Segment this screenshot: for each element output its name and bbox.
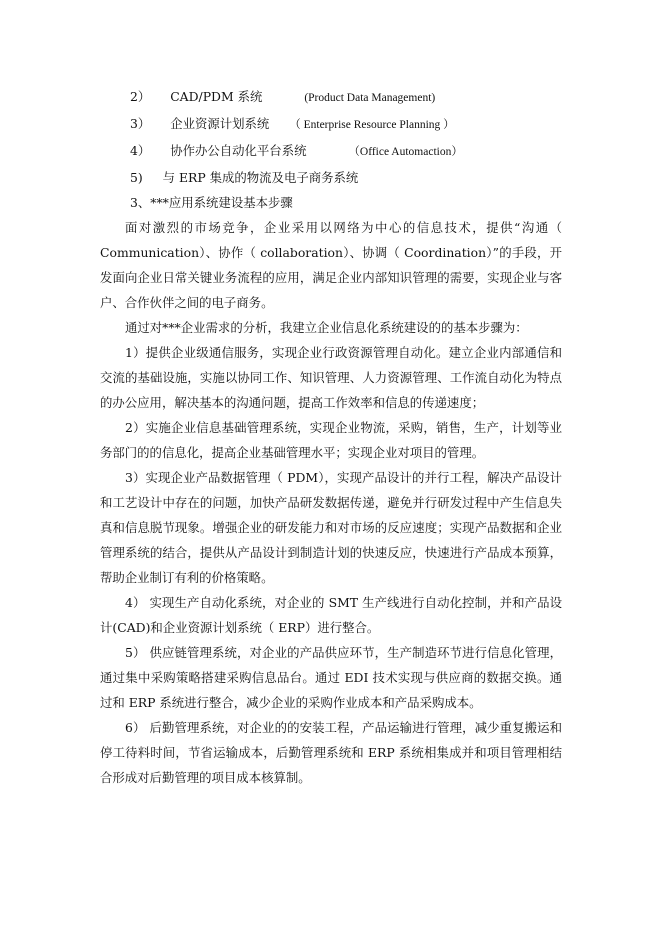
step-item-1: 1）提供企业级通信服务，实现企业行政资源管理自动化。建立企业内部通信和交流的基础设施，实施以协同工作、知识管理、人力资源管理、工作流自动化为特点的办公应用，解决基本的沟通问题，提高工作效率和信息的传递速度； [100,345,562,410]
analysis-paragraph: 通过对***企业需求的分析，我建立企业信息化系统建设的的基本步骤为： [125,320,528,335]
list-english: (Product Data Management) [304,92,436,104]
step-item-4: 4） 实现生产自动化系统，对企业的 SMT 生产线进行自动化控制，并和产品设计(CAD)和企业资源计划系统（ ERP）进行整合。 [100,595,562,635]
section-heading: 3、***应用系统建设基本步骤 [130,195,293,210]
list-english: （ Enterprise Resource Planning ） [289,119,455,131]
list-text: 企业资源计划系统 [170,116,270,131]
list-item-cad-pdm [100,84,562,111]
document-content [100,84,562,790]
intro-paragraph: 面对激烈的市场竞争，企业采用以网络为中心的信息技术，提供“沟通（ Communication）、协作（ collaboration）、协调（ Coordination）”的手段，开发面向企业日常关键业务流程的应用，满足企业内部知识管理的需要，实现企业与客户、合作伙伴之间的电子商务。 [100,220,562,310]
step-item-5: 5） 供应链管理系统，对企业的产品供应环节，生产制造环节进行信息化管理，通过集中采购策略搭建采购信息品台。通过 EDI 技术实现与供应商的数据交换。通过和 ERP 系统进行整合，减少企业的采购作业成本和产品采购成本。 [100,645,562,710]
list-text: CAD/PDM 系统 [170,89,263,104]
step-item-2: 2）实施企业信息基础管理系统，实现企业物流，采购，销售，生产，计划等业务部门的的信息化，提高企业基础管理水平；实现企业对项目的管理。 [100,420,562,460]
step-item-3: 3）实现企业产品数据管理（ PDM），实现产品设计的并行工程，解决产品设计和工艺设计中存在的问题，加快产品研发数据传递，避免并行研发过程中产生信息失真和信息脱节现象。增强企业的研发能力和对市场的反应速度；实现产品数据和企业管理系统的结合，提供从产品设计到制造计划的快速反应，快速进行产品成本预算，帮助企业制订有利的价格策略。 [100,470,562,585]
list-item-office-automation [100,138,562,165]
list-item-logistics [100,165,562,190]
list-english: （Office Automaction） [348,146,463,158]
list-text: 协作办公自动化平台系统 [170,143,307,158]
step-item-6: 6） 后勤管理系统，对企业的的安装工程，产品运输进行管理，减少重复搬运和停工待料时间，节省运输成本，后勤管理系统和 ERP 系统相集成并和项目管理相结合形成对后勤管理的项目成本核算制。 [100,720,562,785]
list-number: 5) [130,170,143,185]
list-text: 与 ERP 集成的物流及电子商务系统 [162,170,359,185]
list-number: 4） [130,143,151,158]
list-item-erp [100,111,562,138]
list-number: 2） [130,89,151,104]
list-number: 3） [130,116,151,131]
